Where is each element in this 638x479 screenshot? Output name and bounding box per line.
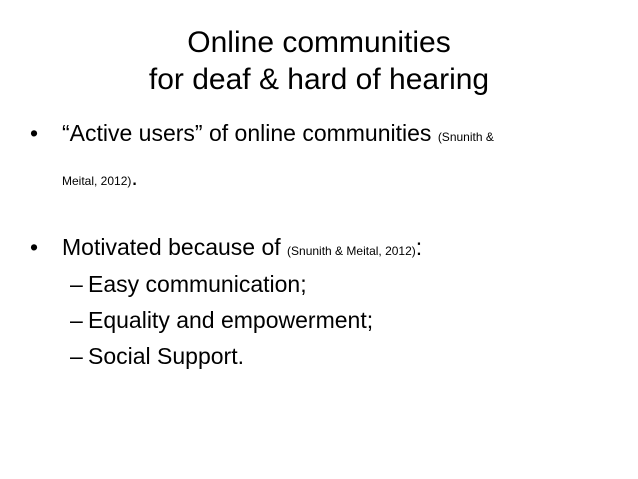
bullet-marker: • xyxy=(30,120,39,146)
sub-item-2 xyxy=(70,306,373,334)
bullet-text: Motivated because of xyxy=(62,234,288,260)
sub-item-3 xyxy=(70,342,244,370)
sub-item-text: Social Support. xyxy=(88,343,244,369)
bullet-trailing-punct: . xyxy=(131,164,138,190)
slide-title xyxy=(0,24,638,98)
title-line-2: for deaf & hard of hearing xyxy=(148,63,490,96)
bullet-continuation xyxy=(62,163,138,195)
sub-marker: – xyxy=(70,343,83,369)
bullet-motivated xyxy=(30,233,422,265)
sub-item-text: Easy communication; xyxy=(88,271,307,297)
bullet-text: “Active users” of online communities xyxy=(62,120,438,146)
citation: (Snunith & xyxy=(437,130,494,144)
sub-item-text: Equality and empowerment; xyxy=(88,307,374,333)
citation: (Snunith & Meital, 2012) xyxy=(287,244,416,258)
bullet-marker: • xyxy=(30,234,39,260)
bullet-trailing-punct: : xyxy=(415,234,423,260)
bullet-active-users xyxy=(30,119,494,151)
citation: Meital, 2012) xyxy=(62,174,132,188)
sub-marker: – xyxy=(70,271,83,297)
sub-item-1 xyxy=(70,270,307,298)
sub-marker: – xyxy=(70,307,83,333)
title-line-1: Online communities xyxy=(187,26,451,59)
